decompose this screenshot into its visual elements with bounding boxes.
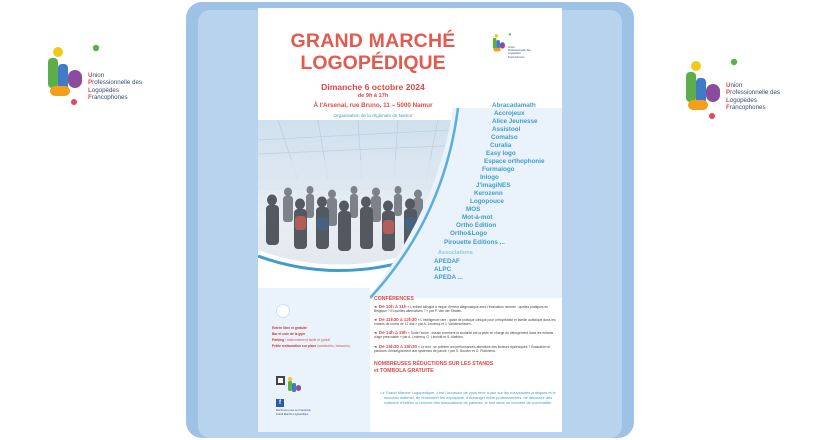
reductions-line2: et TOMBOLA GRATUITE [374, 368, 434, 374]
event-poster [258, 8, 562, 432]
poster-title-line1: GRAND MARCHÉ [290, 30, 456, 52]
upl-logo-right [678, 56, 808, 126]
exhibitor-item: Pirouette Editions ... [444, 239, 505, 246]
exhibitor-item: Logopouce [470, 198, 504, 205]
info-line: Entrée libre et gratuite [272, 326, 307, 330]
upl-logo-text: Union Professionnelle des Logopèdes Francophones [88, 72, 143, 102]
poster-description: Le Grand Marché Logopédique, c'est l'occasion de vous tenir à jour sur les nouveautés pratiques et le nouveau matériel, de rencontrer les exposants, d'échanger entre professionnels, de découvrir des maisons d'édition ou encore des associations de patients, le tout dans un moment de convivialité. [380, 390, 556, 406]
exhibitor-item: J'imagiNES [476, 182, 511, 189]
poster-logo-text: Union Professionnelle des Logopèdes Francophones [508, 46, 531, 59]
upl-logo-left [40, 42, 170, 112]
logo-line-2: rofessionnelle des [92, 79, 143, 87]
exhibitor-item: Curalia [490, 142, 512, 149]
practical-info-panel [258, 288, 370, 432]
logo-line-3: ogopèdes [91, 86, 119, 94]
conference-item: ➔ De 15h30 à 16h30 « Le test : se préférer les performances attentives des lecteurs dyslexiques ? Évaluation et parcours d'enseignement aux systèmes de parole » par S. Bouvier et O. Platoneva. [374, 344, 551, 354]
info-line: Parking : stationnement facile et gratuit [272, 338, 331, 342]
associations-title: Associations [438, 250, 473, 256]
conference-item: ➔ De 11h30 à 12h30 « L'intelligence rare : guide de pratique clinique pour orthopédiste et famille autistique dans les enfants de moins de 12 ans » par A. Leclercq et J. Vandersmissen. [374, 317, 556, 327]
logo-line-3: ogopèdes [729, 96, 757, 104]
conferences-title: CONFÉRENCES [374, 296, 414, 302]
logo-line-4: rancophones [729, 104, 766, 112]
arrow-icon: ➔ [374, 305, 377, 309]
arrow-icon: ➔ [374, 331, 377, 335]
conference-item: ➔ De 10h à 11h « L'enfant bilingue à risque d'erreur diagnostique avec l'évaluation normée : quelles pratiques en Belgique ? Et quelles alternatives ? » par P. Van der Straten. [374, 304, 549, 314]
facebook-line: Retrouvez-nous sur Facebook [276, 409, 311, 412]
logo-line-2: rofessionnelle des [730, 89, 781, 97]
logo-line-4: rancophones [91, 94, 128, 102]
conference-item: ➔ De 14h à 15h « Toute l'école : essaie comment la scolarité est la piste en charge du débogement dans les enfants d'âge préscolaire » par A. Leclercq, G. Lécrivât et S. Mathieu. [374, 330, 554, 340]
info-line: Bar et coin de la gym [272, 332, 306, 336]
facebook-icon: f [276, 399, 284, 407]
association-item: APEDA ... [434, 274, 463, 281]
arrow-icon: ➔ [374, 318, 377, 322]
exhibitor-item: Formalogo [482, 166, 515, 173]
exhibitor-item: Inlogo [480, 174, 499, 181]
association-item: ALPC [434, 266, 452, 273]
event-organizer: Organisation de la régionale de Namur [333, 113, 413, 118]
exhibitor-item: Alice Jeunesse [492, 118, 538, 125]
badge-icon [276, 304, 290, 318]
poster-title-line2: LOGOPÉDIQUE [300, 52, 446, 74]
info-line: Petite restauration sur place (sandwichs, boissons) [272, 344, 350, 348]
exhibitor-item: Mot-à-mot [462, 214, 493, 221]
exhibitor-item: Assistool [492, 126, 521, 133]
upl-logo-text: Union Professionnelle des Logopèdes Francophones [726, 82, 781, 112]
exhibitor-item: Accrojeux [494, 110, 525, 117]
exhibitor-item: Kerozenn [474, 190, 503, 197]
arrow-icon: ➔ [374, 345, 377, 349]
exhibitor-item: MOS [466, 206, 481, 213]
event-place: À l'Arsenal, rue Bruno, 11 – 5000 Namur [313, 102, 433, 109]
exhibitor-item: Abracadamath [492, 102, 536, 109]
event-date: Dimanche 6 octobre 2024 [321, 82, 425, 92]
association-item: APEDAF [434, 258, 460, 265]
exhibitor-item: Ortho&Logo [450, 230, 488, 237]
poster-footer-logo [276, 374, 316, 396]
logo-line-1: nion [92, 72, 105, 79]
reductions-line1: NOMBREUSES RÉDUCTIONS SUR LES STANDS [374, 361, 494, 367]
exhibitor-item: Espace orthophonie [484, 158, 545, 165]
event-hours: de 9h à 17h [357, 93, 389, 99]
facebook-line: Grand Marché Logopédique [276, 413, 309, 416]
exhibitor-item: Easy logo [486, 150, 516, 157]
exhibitor-item: Ortho Edition [456, 222, 497, 229]
logo-line-1: nion [730, 82, 743, 89]
exhibitor-item: Comalso [491, 134, 518, 141]
